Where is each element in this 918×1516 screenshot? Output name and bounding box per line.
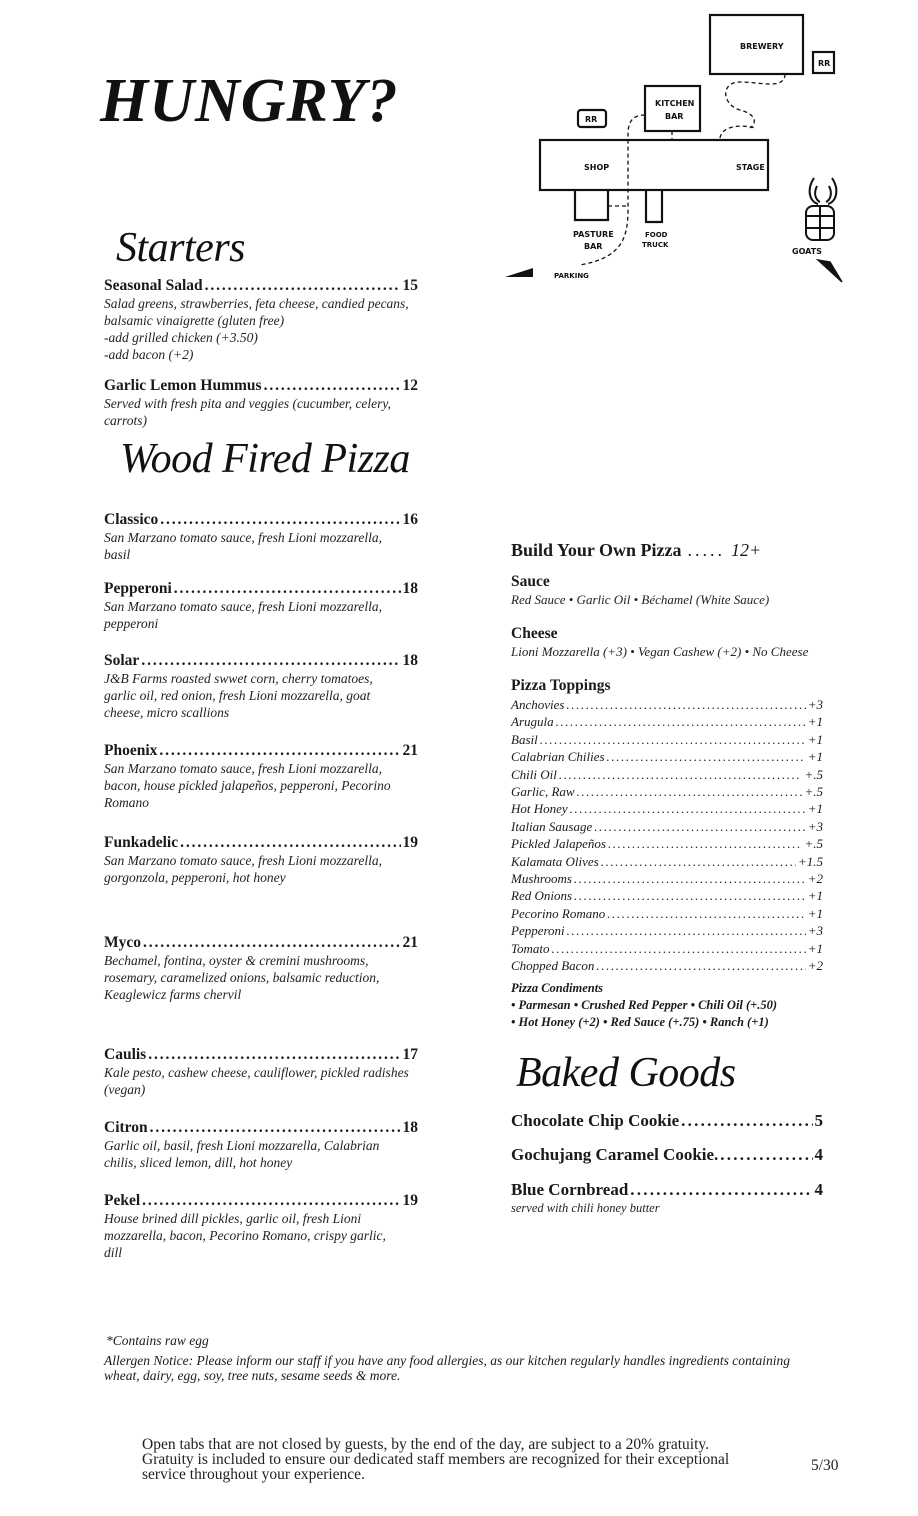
- item-description: Salad greens, strawberries, feta cheese, candied pecans, balsamic vinaigrette (gluten free) -add grilled chicken (+3.50) -add bacon (+2): [104, 296, 409, 362]
- item-price: 4: [814, 1180, 823, 1199]
- topping-price: +1: [807, 905, 823, 921]
- topping-row: [511, 748, 823, 765]
- topping-name: Arugula: [511, 714, 554, 730]
- menu-item-seasonal-salad: [104, 277, 418, 363]
- topping-price: +1: [807, 749, 823, 765]
- byo-heading: Build Your Own Pizza ..... 12+: [511, 540, 762, 560]
- topping-name: Kalamata Olives: [511, 853, 599, 869]
- topping-row: [511, 800, 823, 817]
- topping-price: +3: [807, 818, 823, 834]
- map-label-shop: SHOP: [584, 163, 610, 172]
- item-name: Pekel: [104, 1192, 141, 1209]
- byo-title: Build Your Own Pizza: [511, 540, 682, 560]
- allergen-notice: Allergen Notice: Please inform our staff if you have any food allergies, as our kitchen regularly handles ingredients containing wheat, dairy, egg, soy, tree nuts, sesame seeds & more.: [104, 1353, 791, 1383]
- item-price: 15: [402, 277, 418, 294]
- menu-item-funkadelic: [104, 834, 418, 886]
- topping-price: +2: [807, 871, 823, 887]
- baked-goods-title: Baked Goods: [516, 1050, 736, 1096]
- sauce-heading: Sauce: [511, 573, 550, 590]
- topping-name: Calabrian Chilies: [511, 749, 605, 765]
- byo-toppings-section: [511, 677, 823, 975]
- goat-barrel-icon: [806, 178, 836, 240]
- item-price: 18: [402, 652, 418, 669]
- cheese-options: Lioni Mozzarella (+3) • Vegan Cashew (+2) • No Cheese: [511, 644, 809, 659]
- menu-item-phoenix: [104, 742, 418, 811]
- toppings-heading: Pizza Toppings: [511, 677, 611, 694]
- topping-row: [511, 922, 823, 939]
- menu-item-pepperoni: [104, 580, 418, 632]
- topping-row: [511, 957, 823, 974]
- item-price: 19: [402, 834, 418, 851]
- topping-name: Chopped Bacon: [511, 958, 595, 974]
- main-building: [540, 140, 768, 190]
- topping-row: [511, 835, 823, 852]
- cheese-heading: Cheese: [511, 625, 558, 642]
- item-name: Classico: [104, 511, 159, 528]
- item-name: Blue Cornbread: [511, 1180, 629, 1199]
- topping-name: Pickled Jalapeños: [511, 836, 606, 852]
- topping-name: Italian Sausage: [511, 818, 593, 834]
- topping-price: +.5: [804, 766, 823, 782]
- item-price: 4: [814, 1145, 823, 1164]
- topping-row: [511, 887, 823, 904]
- menu-item-garlic-lemon-hummus: [104, 377, 418, 429]
- map-label-truck: TRUCK: [642, 241, 669, 249]
- topping-row: [511, 940, 823, 957]
- sauce-options: Red Sauce • Garlic Oil • Béchamel (White Sauce): [511, 592, 770, 607]
- item-name: Garlic Lemon Hummus: [104, 377, 262, 394]
- map-label-kitchen-bar: BAR: [665, 112, 684, 121]
- page-title: HUNGRY?: [100, 67, 399, 135]
- byo-cheese-section: [511, 625, 851, 660]
- menu-item-myco: [104, 934, 418, 1003]
- item-price: 18: [402, 1119, 418, 1136]
- menu-date: 5/30: [811, 1457, 839, 1474]
- item-name: Funkadelic: [104, 834, 179, 851]
- map-label-stage: STAGE: [736, 163, 765, 172]
- food-truck-area: [646, 190, 662, 222]
- item-description: Kale pesto, cashew cheese, cauliflower, pickled radishes (vegan): [104, 1065, 409, 1097]
- topping-price: +3: [807, 923, 823, 939]
- topping-row: [511, 870, 823, 887]
- menu-item-pekel: [104, 1192, 418, 1261]
- item-price: 21: [402, 934, 418, 951]
- topping-price: +.5: [804, 784, 823, 800]
- condiments-line-1: • Parmesan • Crushed Red Pepper • Chili Oil (+.50): [511, 998, 778, 1012]
- topping-name: Chili Oil: [511, 766, 557, 782]
- topping-price: +1.5: [797, 853, 823, 869]
- item-price: 18: [402, 580, 418, 597]
- map-label-rr-right: RR: [818, 59, 831, 68]
- item-description: San Marzano tomato sauce, fresh Lioni mozzarella, pepperoni: [104, 599, 383, 631]
- menu-item-blue-cornbread: [511, 1180, 823, 1217]
- map-label-kitchen: KITCHEN: [655, 99, 695, 108]
- item-description: Served with fresh pita and veggies (cucumber, celery, carrots): [104, 396, 392, 428]
- topping-row: [511, 783, 823, 800]
- venue-map: [500, 10, 850, 290]
- map-label-pasture-bar: BAR: [584, 242, 603, 251]
- gratuity-notice: Open tabs that are not closed by guests, by the end of the day, are subject to a 20% gratuity. Gratuity is included to ensure our dedicated staff members are recognized for their exceptional service throughout your experience.: [142, 1436, 730, 1483]
- topping-name: Pepperoni: [511, 923, 565, 939]
- item-description: Garlic oil, basil, fresh Lioni mozzarella, Calabrian chilis, sliced lemon, dill, hot honey: [104, 1138, 380, 1170]
- map-label-brewery: BREWERY: [740, 42, 784, 51]
- item-name: Gochujang Caramel Cookie.: [511, 1145, 719, 1164]
- topping-row: [511, 731, 823, 748]
- topping-price: +2: [807, 958, 823, 974]
- topping-price: +1: [807, 731, 823, 747]
- byo-price: 12+: [731, 540, 762, 560]
- topping-row: [511, 818, 823, 835]
- map-label-goats: GOATS: [792, 247, 822, 256]
- item-description: served with chili honey butter: [511, 1201, 660, 1215]
- item-name: Citron: [104, 1119, 148, 1136]
- map-label-parking: PARKING: [554, 272, 589, 280]
- map-label-food: FOOD: [645, 231, 668, 239]
- starters-title: Starters: [116, 225, 246, 271]
- item-price: 16: [402, 511, 418, 528]
- menu-item-chocolate-chip-cookie: [511, 1111, 823, 1131]
- topping-name: Hot Honey: [511, 801, 568, 817]
- item-name: Myco: [104, 934, 142, 951]
- menu-item-classico: [104, 511, 418, 563]
- item-price: 5: [814, 1111, 823, 1130]
- item-name: Solar: [104, 652, 140, 669]
- item-price: 19: [402, 1192, 418, 1209]
- topping-row: [511, 905, 823, 922]
- pizza-title: Wood Fired Pizza: [120, 436, 410, 482]
- topping-price: +1: [807, 888, 823, 904]
- item-description: San Marzano tomato sauce, fresh Lioni mozzarella, basil: [104, 530, 383, 562]
- item-name: Seasonal Salad: [104, 277, 203, 294]
- topping-price: +1: [807, 940, 823, 956]
- condiments-line-2: • Hot Honey (+2) • Red Sauce (+.75) • Ranch (+1): [511, 1015, 769, 1029]
- item-name: Pepperoni: [104, 580, 172, 597]
- topping-row: [511, 713, 823, 730]
- item-name: Chocolate Chip Cookie: [511, 1111, 680, 1130]
- topping-row: [511, 766, 823, 783]
- condiments-section: [511, 980, 851, 1031]
- topping-row: [511, 696, 823, 713]
- item-description: House brined dill pickles, garlic oil, fresh Lioni mozzarella, bacon, Pecorino Romano, crispy garlic, dill: [104, 1211, 386, 1260]
- raw-egg-note: *Contains raw egg: [106, 1333, 209, 1348]
- topping-name: Red Onions: [511, 888, 573, 904]
- item-description: San Marzano tomato sauce, fresh Lioni mozzarella, gorgonzola, pepperoni, hot honey: [104, 853, 383, 885]
- map-label-pasture: PASTURE: [573, 230, 614, 239]
- byo-sauce-section: [511, 573, 841, 608]
- topping-price: +.5: [804, 836, 823, 852]
- topping-price: +1: [807, 714, 823, 730]
- pasture-bar-building: [575, 190, 608, 220]
- item-price: 17: [402, 1046, 418, 1063]
- condiments-heading: Pizza Condiments: [511, 981, 604, 995]
- topping-name: Pecorino Romano: [511, 905, 606, 921]
- menu-item-solar: [104, 652, 418, 721]
- map-label-rr-left: RR: [585, 115, 598, 124]
- item-name: Caulis: [104, 1046, 147, 1063]
- item-description: San Marzano tomato sauce, fresh Lioni mozzarella, bacon, house pickled jalapeños, pepperoni, Pecorino Romano: [104, 761, 391, 810]
- topping-name: Basil: [511, 731, 538, 747]
- item-name: Phoenix: [104, 742, 158, 759]
- topping-price: +3: [807, 697, 823, 712]
- menu-item-gochujang-caramel-cookie: [511, 1145, 823, 1165]
- item-description: J&B Farms roasted swwet corn, cherry tomatoes, garlic oil, red onion, fresh Lioni mozzarella, goat cheese, micro scallions: [104, 671, 373, 720]
- topping-name: Anchovies: [511, 697, 565, 712]
- item-description: Bechamel, fontina, oyster & cremini mushrooms, rosemary, caramelized onions, balsamic reduction, Keaglewicz farms chervil: [104, 953, 380, 1002]
- topping-name: Tomato: [511, 940, 550, 956]
- topping-name: Mushrooms: [511, 871, 572, 887]
- kitchen-bar-building: [645, 86, 700, 131]
- item-price: 12: [402, 377, 418, 394]
- topping-price: +1: [807, 801, 823, 817]
- menu-item-caulis: [104, 1046, 418, 1098]
- menu-item-citron: [104, 1119, 418, 1171]
- topping-row: [511, 853, 823, 870]
- topping-name: Garlic, Raw: [511, 784, 575, 800]
- item-price: 21: [402, 742, 418, 759]
